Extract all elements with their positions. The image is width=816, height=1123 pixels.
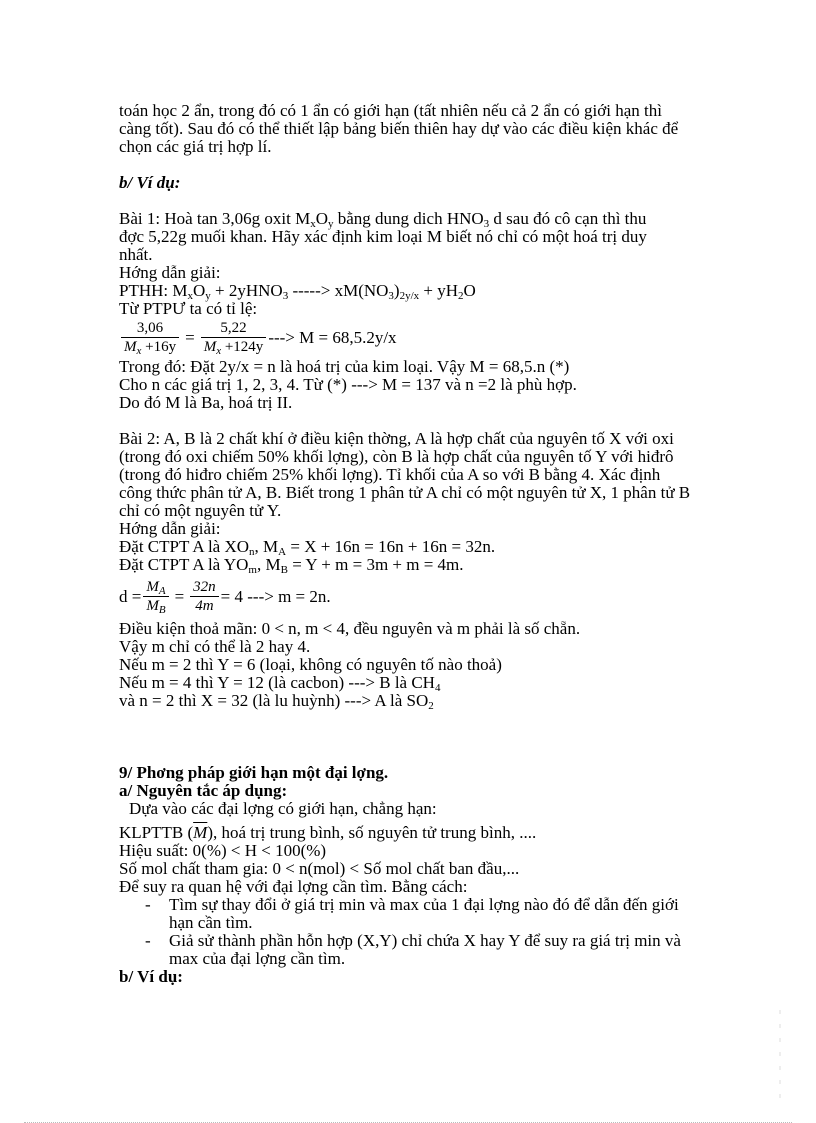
fraction-left: $\frac{3,06}{M_x +16y}$ xyxy=(121,319,179,357)
bai2-cond-5: và n = 2 thì X = 32 (là lu huỳnh) ---> A là $SO_2$ xyxy=(119,691,434,712)
fraction-32n-4m: $\frac{32n}{4m}$ xyxy=(190,578,219,616)
example-heading-1: b/ Ví dụ: xyxy=(119,173,181,192)
bai2-line-3: (trong đó hiđro chiếm 25% khối lợng). Tỉ khối của A so với B bằng 4. Xác định xyxy=(119,465,661,484)
section-9-title: 9/ Phơng pháp giới hạn một đại lợng. xyxy=(119,763,389,782)
bai2-density-equation: d = $\frac{M_A}{M_B}$ = $\frac{32n}{4m}$ = 4 ---> m = 2n. xyxy=(119,579,331,616)
bullet-2: - Giả sử thành phần hỗn hợp (X,Y) chỉ chứa X hay Y để suy ra giá trị min và max của đại lợng cần tìm. xyxy=(145,931,681,968)
bai1-guide: Hớng dẫn giải: xyxy=(119,263,221,282)
bai2-cond-4: Nếu m = 4 thì Y = 12 (là cacbon) ---> B là $CH_4$ xyxy=(119,673,441,694)
bai2-line-2: (trong đó oxi chiếm 50% khối lợng), còn B là hợp chất của nguyên tố Y với hiđrô xyxy=(119,447,674,466)
bai2-guide: Hớng dẫn giải: xyxy=(119,519,221,538)
intro-line-3: chọn các giá trị hợp lí. xyxy=(119,137,272,156)
bai1-line-2: đợc 5,22g muối khan. Hãy xác định kim loại M biết nó chỉ có một hoá trị duy xyxy=(119,227,647,246)
fraction-right: $\frac{5,22}{M_x +124y}$ xyxy=(201,319,267,357)
bai1-line-1: Bài 1: Hoà tan 3,06g oxit $M_xO_y$ bằng dung dich $HNO_3$ d sau đó cô cạn thì thu xyxy=(119,209,647,230)
section-9a-klpttb: KLPTTB $(\overline{M})$, hoá trị trung bình, số nguyên tử trung bình, .... xyxy=(119,823,537,842)
bai1-ratio: Từ PTPƯ ta có tỉ lệ: xyxy=(119,299,258,318)
bai1-result-1: Trong đó: Đặt 2y/x = n là hoá trị của kim loại. Vậy M = 68,5.n (*) xyxy=(119,357,570,376)
section-9a-moles: Số mol chất tham gia: 0 < n(mol) < Số mol chất ban đầu,... xyxy=(119,859,520,878)
fraction-ma-mb: $\frac{M_A}{M_B}$ xyxy=(143,578,168,616)
bai2-line-4: công thức phân tử A, B. Biết trong 1 phân tử A chỉ có một nguyên tử X, 1 phân tử B xyxy=(119,483,691,502)
bai1-equation: PTHH: $M_xO_y$ + 2yHNO$_3$ -----> $xM(NO_3)_{2y/x} + yH_2O$ xyxy=(119,281,476,302)
bullet-1: - Tìm sự thay đổi ở giá trị min và max của 1 đại lợng nào đó để dẫn đến giới hạn cần tìm. xyxy=(145,895,679,932)
bai2-line-1: Bài 2: A, B là 2 chất khí ở điều kiện thờng, A là hợp chất của nguyên tố X với oxi xyxy=(119,429,674,448)
bai1-result-3: Do đó M là Ba, hoá trị II. xyxy=(119,393,293,412)
bai2-cond-3: Nếu m = 2 thì Y = 6 (loại, không có nguyên tố nào thoả) xyxy=(119,655,502,674)
bai2-cond-1: Điều kiện thoả mãn: 0 < n, m < 4, đều nguyên và m phải là số chẵn. xyxy=(119,619,581,638)
section-9a-heading: a/ Nguyên tắc áp dụng: xyxy=(119,781,288,800)
section-9a-intro: Dựa vào các đại lợng có giới hạn, chẳng hạn: xyxy=(129,799,437,818)
corner-crop-marks xyxy=(730,1000,790,1110)
bai1-fraction-equation: $\frac{3,06}{M_x +16y}$ = $\frac{5,22}{M_x +124y}$ ---> M = 68,5.2y/x xyxy=(119,318,749,358)
section-9a-method: Để suy ra quan hệ với đại lợng cần tìm. Bằng cách: xyxy=(119,877,468,896)
intro-line-2: càng tốt). Sau đó có thể thiết lập bảng biến thiên hay dự vào các điều kiện khác để xyxy=(119,119,679,138)
bai2-line-5: chỉ có một nguyên tử Y. xyxy=(119,501,282,520)
bai2-step-1: Đặt CTPT A là $XO_n$, $M_A = X + 16n = 16n + 16n = 32n$. xyxy=(119,537,496,558)
example-heading-2: b/ Ví dụ: xyxy=(119,967,183,986)
bai1-line-3: nhất. xyxy=(119,245,153,264)
bai1-result-2: Cho n các giá trị 1, 2, 3, 4. Từ (*) ---> M = 137 và n =2 là phù hợp. xyxy=(119,375,577,394)
bai2-cond-2: Vậy m chỉ có thể là 2 hay 4. xyxy=(119,637,311,656)
section-9a-efficiency: Hiệu suất: 0(%) < H < 100(%) xyxy=(119,841,327,860)
bai2-step-2: Đặt CTPT A là $YO_m$, $M_B = Y + m = 3m + m = 4m$. xyxy=(119,555,464,576)
intro-line-1: toán học 2 ẩn, trong đó có 1 ẩn có giới hạn (tất nhiên nếu cả 2 ẩn có giới hạn thì xyxy=(119,101,662,120)
document-body xyxy=(119,102,749,986)
